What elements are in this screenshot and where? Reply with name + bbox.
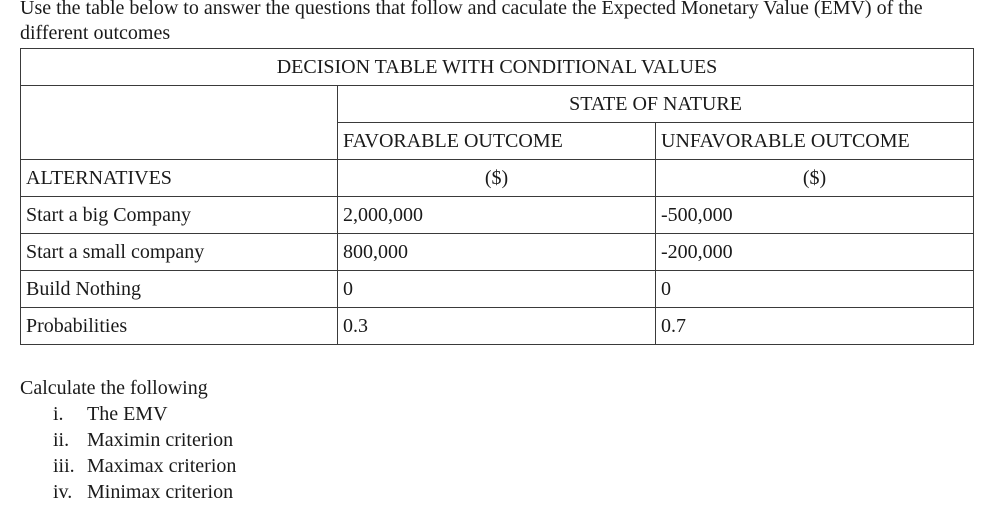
row-label: Probabilities <box>21 308 338 345</box>
list-item <box>20 401 236 427</box>
list-item <box>20 453 236 479</box>
item-number: ii. <box>53 429 70 451</box>
state-of-nature-header: STATE OF NATURE <box>338 86 974 123</box>
unfavorable-value: 0.7 <box>656 308 974 345</box>
row-label: Start a small company <box>21 234 338 271</box>
favorable-unit: ($) <box>338 160 656 197</box>
list-item <box>20 427 236 453</box>
unfavorable-value: -500,000 <box>656 197 974 234</box>
table-title: DECISION TABLE WITH CONDITIONAL VALUES <box>21 49 974 86</box>
table-row <box>21 234 974 271</box>
row-label: Build Nothing <box>21 271 338 308</box>
list-item <box>20 479 236 505</box>
item-number: iii. <box>53 455 75 477</box>
item-text: The EMV <box>87 403 168 425</box>
item-text: Maximin criterion <box>87 429 234 451</box>
favorable-value: 0 <box>338 271 656 308</box>
unfavorable-outcome-header: UNFAVORABLE OUTCOME <box>656 123 974 160</box>
unfavorable-value: -200,000 <box>656 234 974 271</box>
unfavorable-value: 0 <box>656 271 974 308</box>
alternatives-header: ALTERNATIVES <box>21 160 338 197</box>
decision-table <box>20 48 974 345</box>
calculation-heading: Calculate the following <box>20 377 208 399</box>
favorable-value: 0.3 <box>338 308 656 345</box>
unfavorable-unit: ($) <box>656 160 974 197</box>
row-label: Start a big Company <box>21 197 338 234</box>
empty-corner-cell <box>21 86 338 160</box>
item-text: Maximax criterion <box>87 455 237 477</box>
question-list <box>20 401 236 505</box>
item-number: i. <box>53 403 64 425</box>
favorable-value: 2,000,000 <box>338 197 656 234</box>
favorable-value: 800,000 <box>338 234 656 271</box>
favorable-outcome-header: FAVORABLE OUTCOME <box>338 123 656 160</box>
table-row <box>21 197 974 234</box>
calculation-section <box>20 375 236 505</box>
item-text: Minimax criterion <box>87 481 234 503</box>
item-number: iv. <box>53 481 73 503</box>
table-row <box>21 308 974 345</box>
table-row <box>21 271 974 308</box>
instructions-paragraph: Use the table below to answer the questions that follow and caculate the Expected Monetary Value (EMV) of the different outcomes <box>20 0 923 44</box>
